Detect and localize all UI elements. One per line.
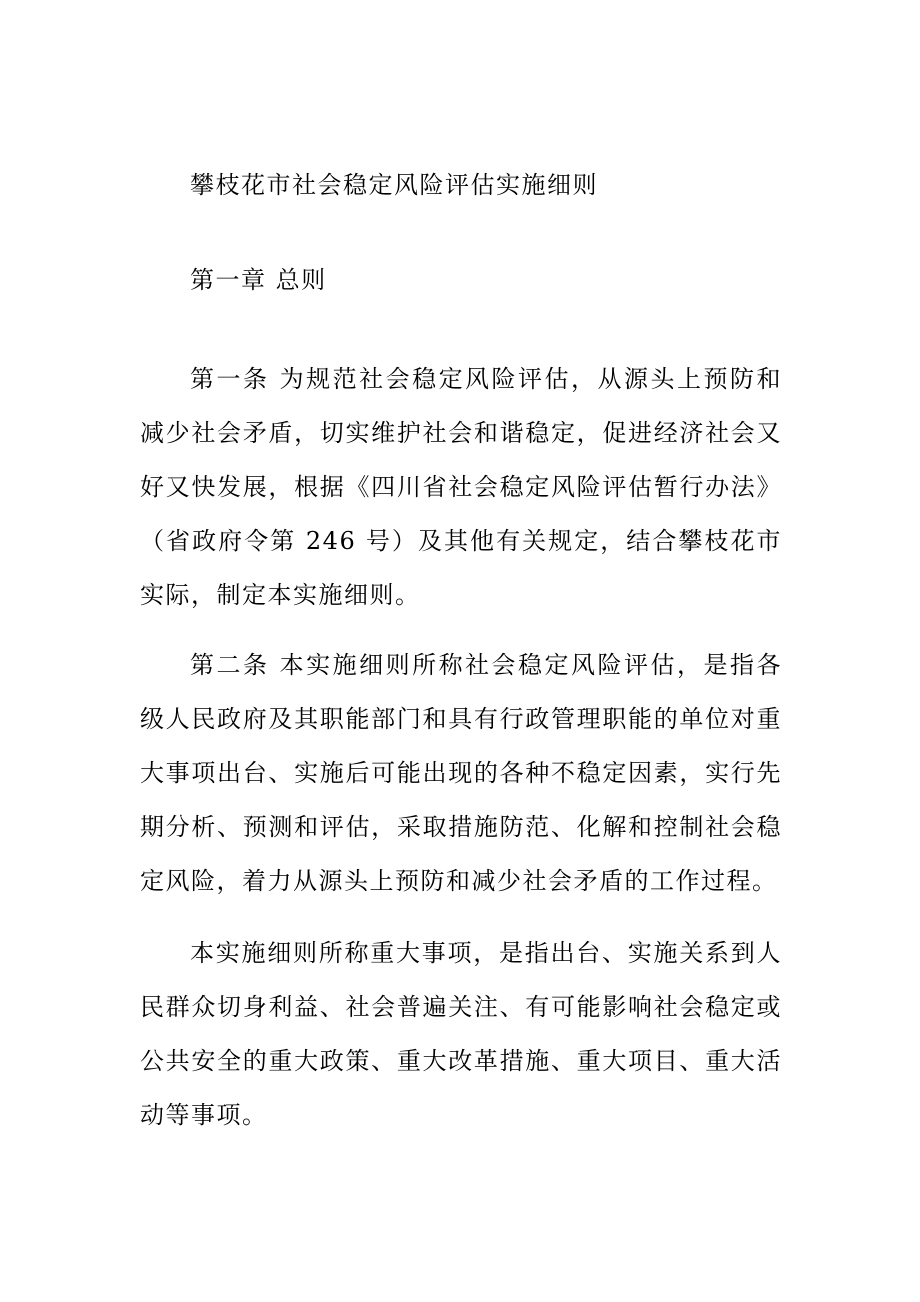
major-matters-paragraph: 本实施细则所称重大事项，是指出台、实施关系到人民群众切身利益、社会普遍关注、有可能影响社会稳定或公共安全的重大政策、重大改革措施、重大项目、重大活动等事项。 — [140, 939, 782, 1129]
article-2-paragraph: 第二条 本实施细则所称社会稳定风险评估，是指各级人民政府及其职能部门和具有行政管理职能的单位对重大事项出台、实施后可能出现的各种不稳定因素，实行先期分析、预测和评估，采取措施防范、化解和控制社会稳定风险，着力从源头上预防和减少社会矛盾的工作过程。 — [140, 651, 782, 895]
article-1-paragraph: 第一条 为规范社会稳定风险评估，从源头上预防和减少社会矛盾，切实维护社会和谐稳定，促进经济社会又好又快发展，根据《四川省社会稳定风险评估暂行办法》（省政府令第 246 号）及其他有关规定，结合攀枝花市实际，制定本实施细则。 — [140, 365, 782, 609]
document-title: 攀枝花市社会稳定风险评估实施细则 — [190, 171, 598, 199]
chapter-heading: 第一章 总则 — [190, 266, 327, 294]
